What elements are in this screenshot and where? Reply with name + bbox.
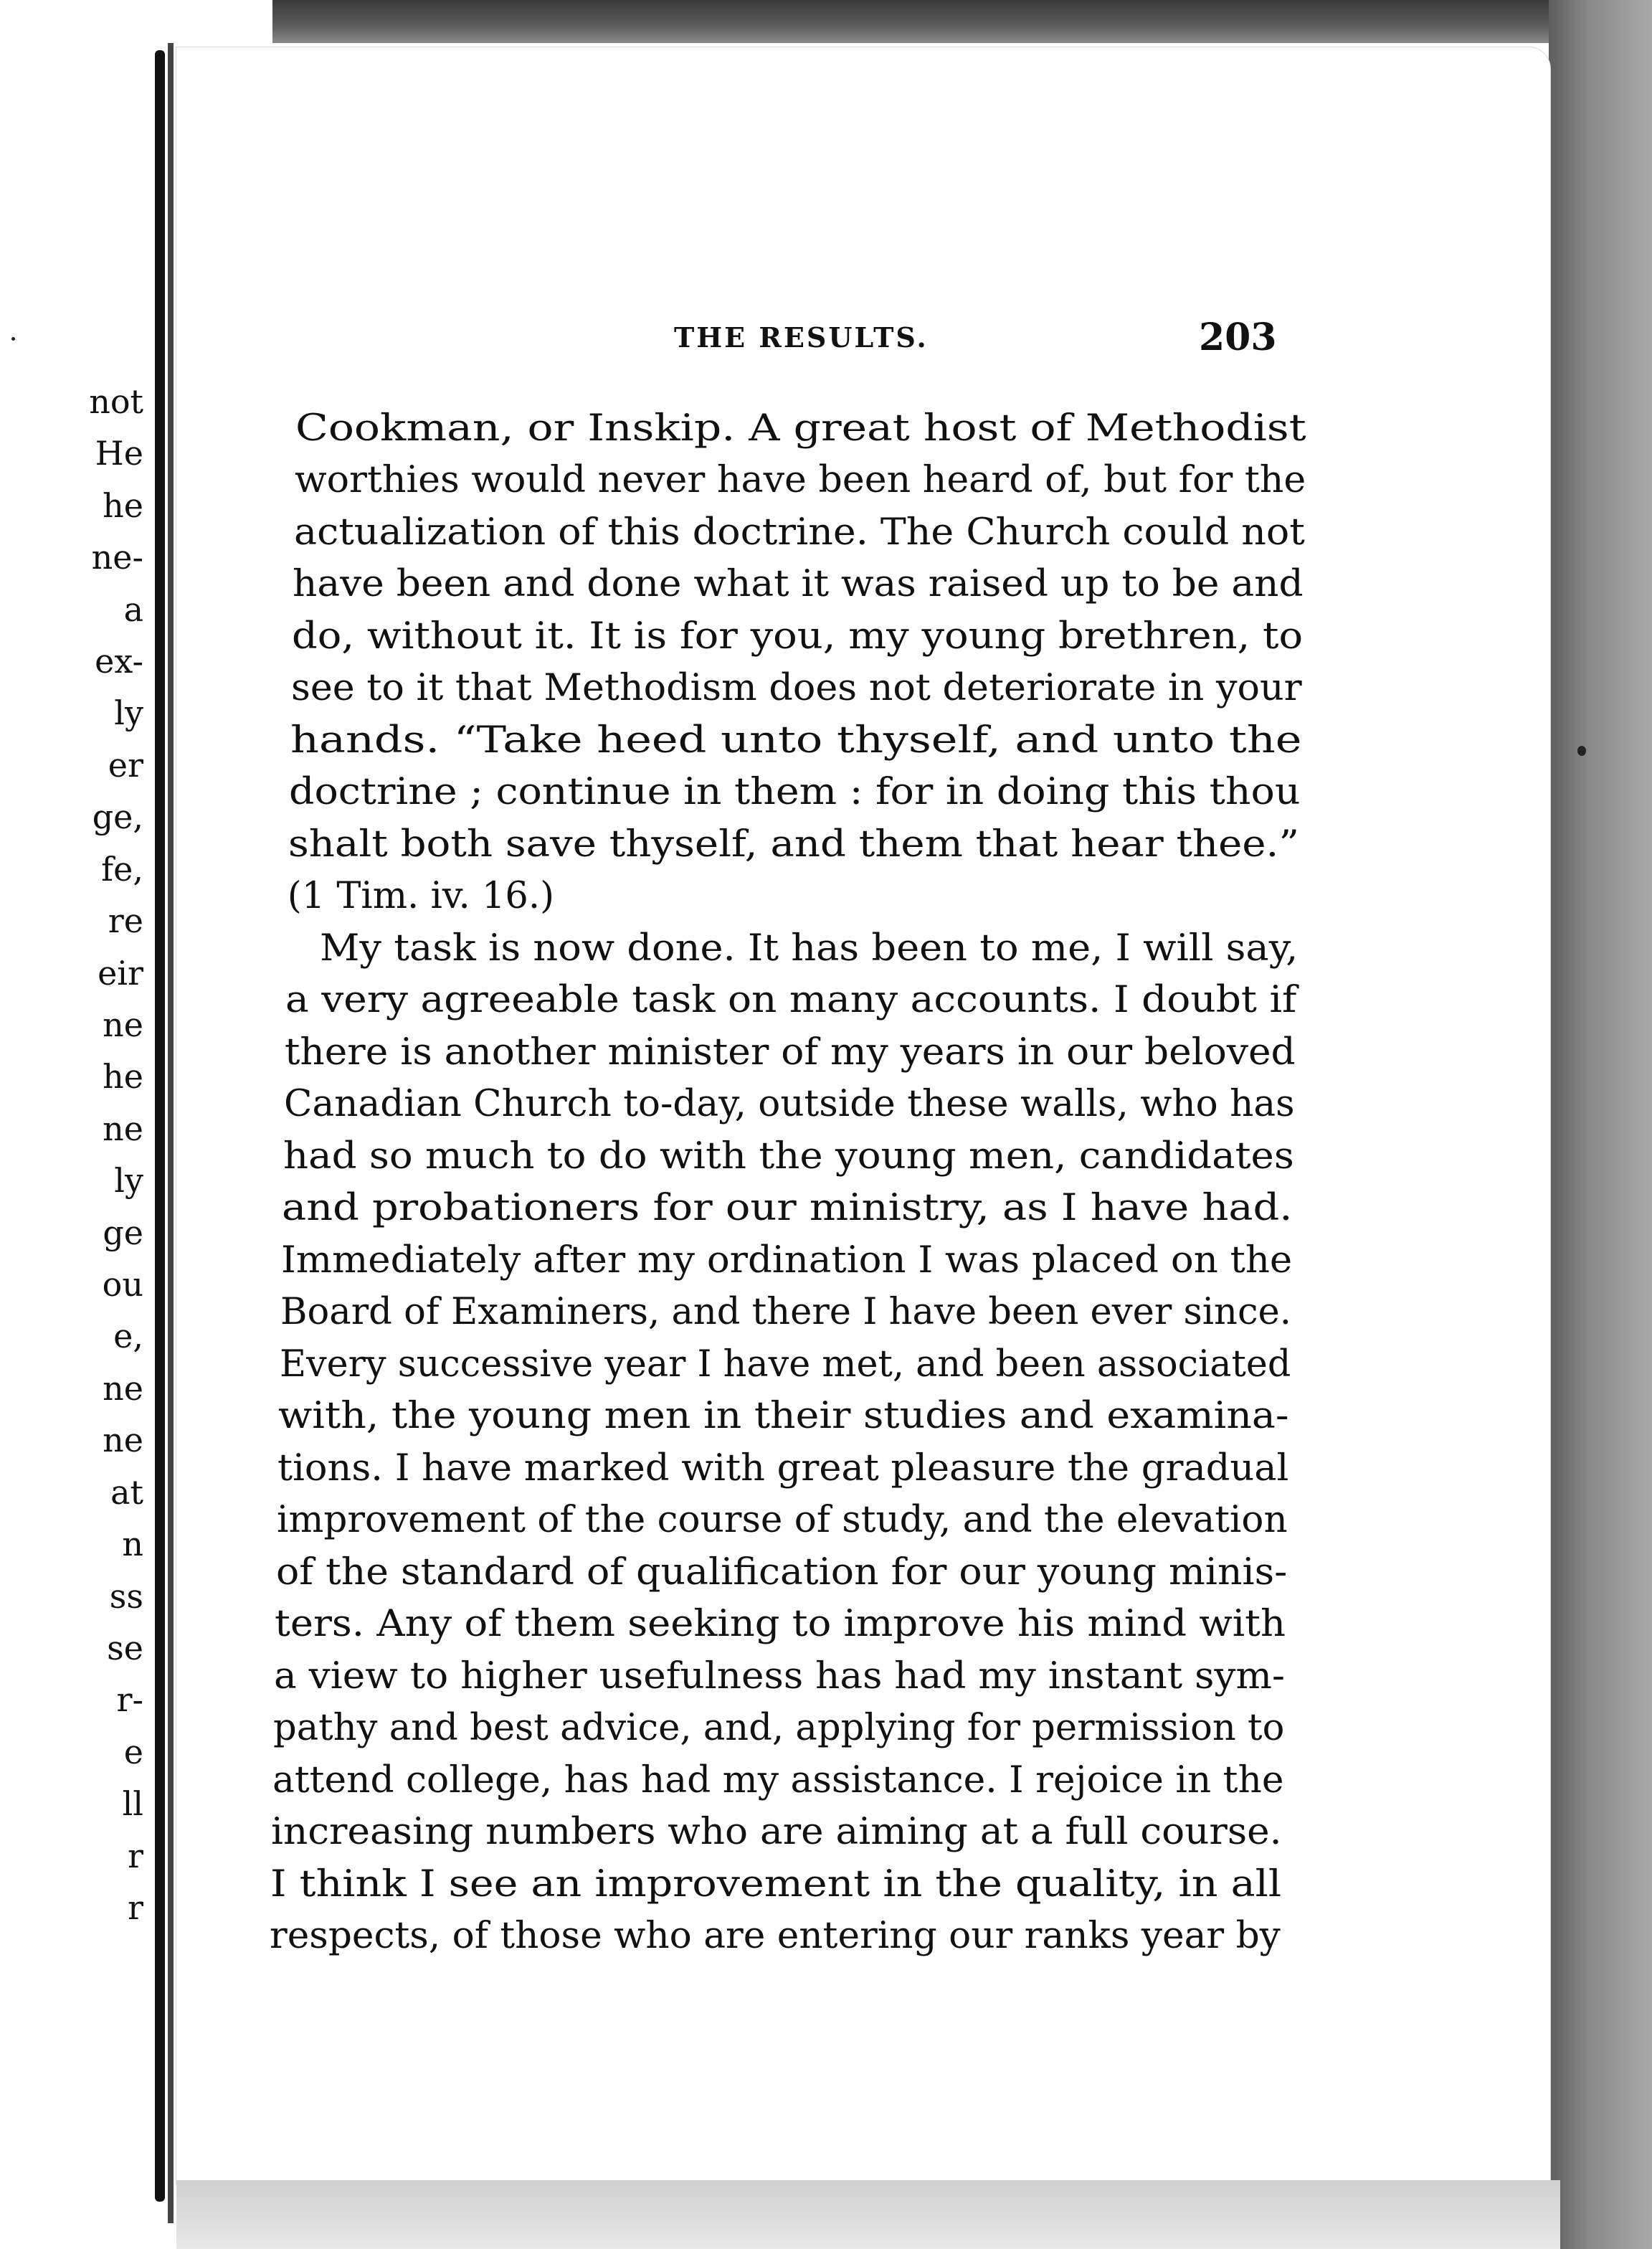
text-line: worthies would never have been heard of, but for the bbox=[294, 459, 1306, 502]
text-line: with, the young men in their studies and examina- bbox=[278, 1395, 1289, 1438]
previous-page-fragment: r- bbox=[116, 1680, 143, 1720]
previous-page-fragment: r bbox=[128, 1836, 143, 1875]
text-line: ters. Any of them seeking to improve his mind with bbox=[275, 1603, 1286, 1646]
previous-page-fragment: r bbox=[128, 1888, 143, 1927]
previous-page-fragment: ne bbox=[103, 1368, 143, 1408]
previous-page-fragment: ly bbox=[114, 693, 143, 733]
text-line: I think I see an improvement in the quality, in all bbox=[270, 1862, 1282, 1905]
text-line: actualization of this doctrine. The Church could not bbox=[293, 511, 1305, 554]
scan-speck bbox=[11, 337, 15, 341]
previous-page-fragment: ne- bbox=[91, 538, 143, 577]
previous-page-fragment: se bbox=[107, 1628, 143, 1667]
previous-page-fragment: he bbox=[103, 486, 143, 525]
previous-page-fragment: re bbox=[108, 901, 143, 941]
running-head: THE RESULTS. bbox=[674, 321, 929, 354]
text-line: attend college, has had my assistance. I rejoice in the bbox=[272, 1758, 1284, 1801]
text-line: My task is now done. It has been to me, I will say, bbox=[319, 927, 1298, 970]
previous-page-fragment: er bbox=[108, 745, 143, 785]
text-line: Cookman, or Inskip. A great host of Methodist bbox=[295, 407, 1306, 450]
scan-background-right bbox=[1549, 0, 1652, 2249]
text-line: had so much to do with the young men, candidates bbox=[283, 1135, 1294, 1178]
previous-page-fragment: a bbox=[123, 590, 143, 629]
previous-page-fragment: he bbox=[103, 1057, 143, 1097]
previous-page-fragment: ll bbox=[122, 1784, 143, 1824]
text-line: (1 Tim. iv. 16.) bbox=[287, 875, 554, 918]
previous-page-fragment: ly bbox=[114, 1161, 143, 1201]
text-line: improvement of the course of study, and the elevation bbox=[276, 1499, 1288, 1542]
page-bottom-shadow bbox=[176, 2180, 1560, 2249]
previous-page-fragment: e bbox=[123, 1732, 143, 1771]
text-line: see to it that Methodism does not deteriorate in your bbox=[290, 667, 1302, 710]
text-line: and probationers for our ministry, as I have had. bbox=[282, 1187, 1293, 1230]
text-line: of the standard of qualification for our young minis- bbox=[275, 1550, 1287, 1594]
text-line: respects, of those who are entering our ranks year by bbox=[270, 1915, 1281, 1957]
page-number: 203 bbox=[1199, 316, 1277, 359]
previous-page-fragment: fe, bbox=[101, 849, 143, 889]
previous-page-fragment: e, bbox=[113, 1317, 143, 1356]
previous-page-fragment: ss bbox=[109, 1576, 143, 1616]
text-line: tions. I have marked with great pleasure the gradual bbox=[277, 1447, 1289, 1490]
text-line: Board of Examiners, and there I have been ever since. bbox=[280, 1291, 1291, 1334]
text-line: a view to higher usefulness has had my instant sym- bbox=[274, 1654, 1286, 1698]
binding-shadow bbox=[168, 43, 174, 2223]
previous-page-fragment: ne bbox=[103, 1005, 143, 1044]
text-line: doctrine ; continue in them : for in doing this thou bbox=[289, 771, 1301, 814]
previous-page-fragment: ne bbox=[103, 1109, 143, 1148]
text-line: there is another minister of my years in our beloved bbox=[285, 1031, 1296, 1074]
text-line: shalt both save thyself, and them that hear thee.” bbox=[288, 823, 1300, 866]
text-line: Every successive year I have met, and been associated bbox=[279, 1343, 1291, 1386]
previous-page-fragment: eir bbox=[98, 953, 143, 993]
text-line: hands. “Take heed unto thyself, and unto the bbox=[290, 719, 1302, 762]
previous-page-fragment: ex- bbox=[95, 642, 143, 681]
previous-page-fragment: He bbox=[95, 434, 143, 473]
previous-page-fragment: n bbox=[122, 1525, 143, 1564]
text-line: do, without it. It is for you, my young brethren, to bbox=[292, 615, 1304, 658]
previous-page-edge bbox=[155, 50, 165, 2202]
text-line: Canadian Church to-day, outside these walls, who has bbox=[283, 1083, 1295, 1126]
previous-page-fragment: at bbox=[110, 1472, 143, 1512]
text-line: a very agreeable task on many accounts. I doubt if bbox=[285, 979, 1297, 1022]
text-line: pathy and best advice, and, applying for permission to bbox=[272, 1707, 1285, 1750]
previous-page-fragment: ge bbox=[103, 1213, 143, 1252]
previous-page-fragment: ge, bbox=[92, 797, 143, 837]
text-line: increasing numbers who are aiming at a full course. bbox=[271, 1811, 1283, 1854]
scan-speck bbox=[1577, 746, 1586, 756]
text-line: have been and done what it was raised up to be and bbox=[293, 563, 1304, 606]
text-line: Immediately after my ordination I was placed on the bbox=[281, 1239, 1293, 1282]
scan-background-top bbox=[272, 0, 1652, 43]
previous-page-fragment: ou bbox=[102, 1265, 143, 1305]
previous-page-fragment: ne bbox=[103, 1421, 143, 1460]
previous-page-fragment: not bbox=[89, 382, 143, 421]
